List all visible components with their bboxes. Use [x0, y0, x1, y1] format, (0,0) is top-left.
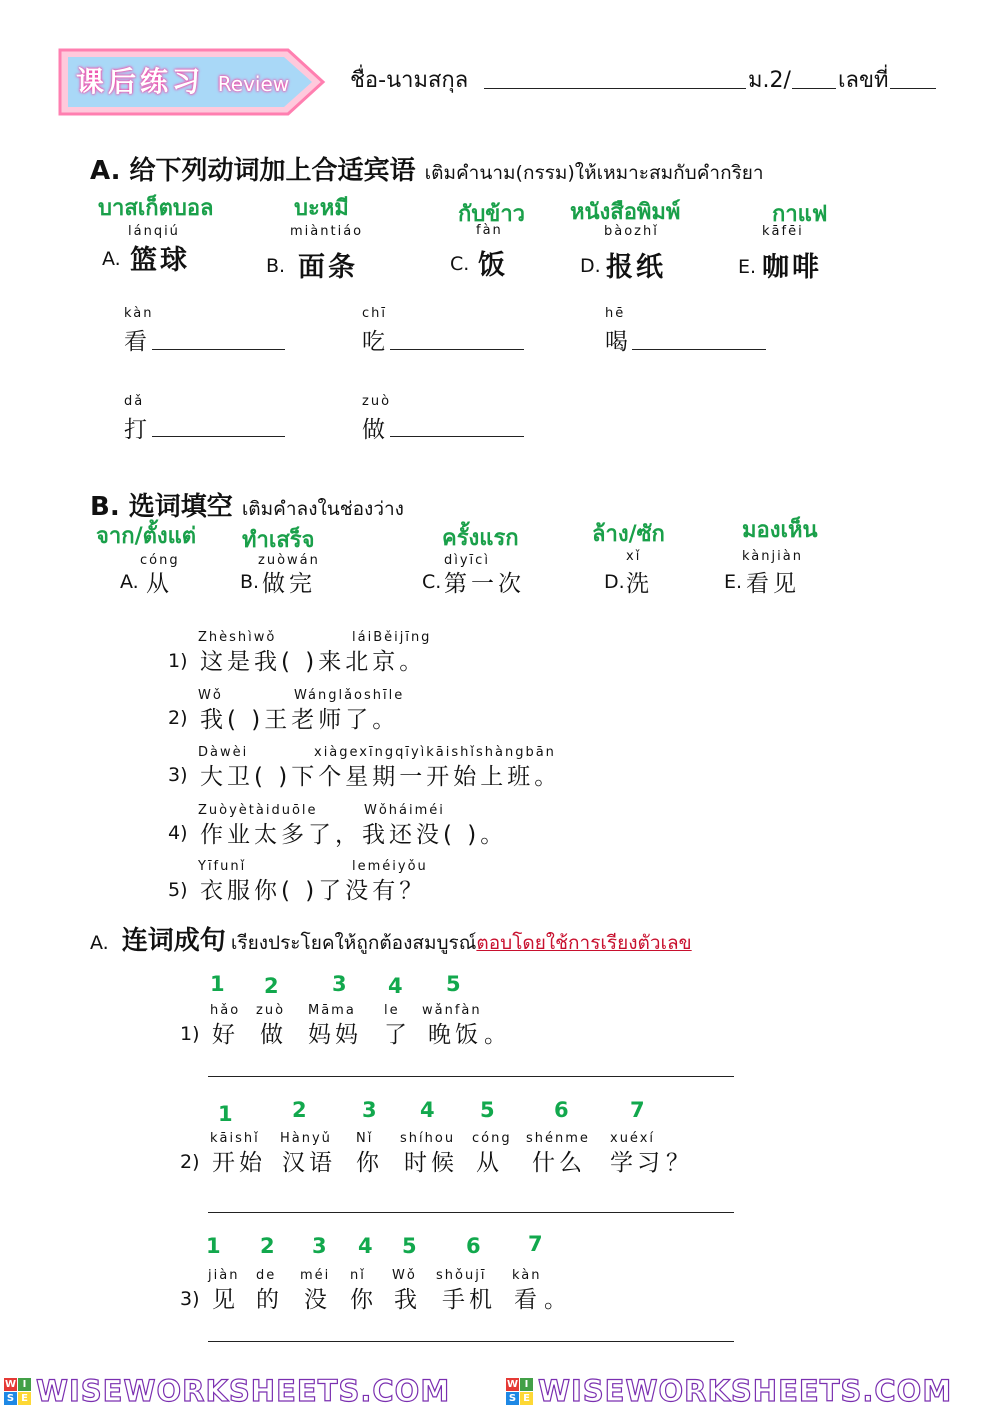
word-hanzi: 做 — [260, 1022, 287, 1048]
logo-letter: I — [520, 1378, 533, 1391]
option-letter: C. — [450, 253, 470, 275]
class-blank[interactable] — [792, 88, 836, 89]
answer-line[interactable] — [208, 1076, 734, 1077]
question-pinyin: Yīfunǐ — [198, 859, 247, 874]
option-letter: E. — [738, 256, 757, 278]
word-hanzi: 晚饭 — [428, 1022, 482, 1048]
question-number: 2) — [168, 707, 188, 729]
section-a-heading — [90, 150, 764, 188]
brand-logo-icon — [4, 1378, 32, 1406]
logo-letter: E — [18, 1392, 31, 1405]
section-a-title: A. 给下列动词加上合适宾语 — [90, 156, 416, 186]
word-number: 3 — [312, 1234, 327, 1258]
word-number: 5 — [402, 1234, 417, 1258]
option-pinyin: kànjiàn — [742, 549, 803, 564]
word-pinyin: wǎnfàn — [422, 1003, 482, 1018]
word-pinyin: shíhou — [400, 1131, 456, 1146]
option-hanzi: 咖啡 — [762, 252, 822, 283]
sentence-number: 3) — [180, 1288, 200, 1310]
brand-text: WISEWORKSHEETS.COM — [36, 1374, 451, 1408]
verb-hanzi: 吃 — [362, 329, 389, 355]
word-hanzi: 妈妈 — [308, 1022, 362, 1048]
question-pinyin: Zuòyètàiduōle — [198, 803, 318, 818]
option-hanzi: 饭 — [478, 250, 508, 281]
brand-logo-icon — [506, 1378, 534, 1406]
word-pinyin: hǎo — [210, 1003, 241, 1018]
word-hanzi: 你 — [350, 1287, 377, 1313]
logo-letter: S — [4, 1392, 17, 1405]
option-thai: จาก/ตั้งแต่ — [96, 524, 197, 549]
word-hanzi: 手机 — [442, 1287, 496, 1313]
question-number: 4) — [168, 822, 188, 844]
word-hanzi: 什么 — [532, 1150, 586, 1176]
option-pinyin: xǐ — [626, 549, 642, 564]
section-b-subtitle: เติมคำลงในช่องว่าง — [241, 498, 404, 520]
question-text[interactable]: 大卫( )下个星期一开始上班。 — [200, 764, 562, 790]
option-hanzi: 从 — [146, 571, 173, 597]
sentence-end-punct: 。 — [544, 1287, 571, 1313]
option-hanzi: 报纸 — [606, 252, 666, 283]
option-letter: E. — [724, 571, 743, 593]
verb-answer-blank[interactable] — [390, 349, 524, 350]
logo-letter: S — [506, 1392, 519, 1405]
word-hanzi: 好 — [212, 1022, 239, 1048]
word-pinyin: Nǐ — [356, 1131, 374, 1146]
word-number: 5 — [480, 1098, 495, 1122]
word-hanzi: 的 — [256, 1287, 283, 1313]
word-hanzi: 没 — [304, 1287, 331, 1313]
question-text[interactable]: 作业太多了，我还没( )。 — [200, 822, 508, 848]
word-pinyin: Hànyǔ — [280, 1131, 332, 1146]
verb-pinyin: chī — [362, 306, 387, 321]
word-pinyin: Wǒ — [392, 1268, 417, 1283]
word-hanzi: 看 — [514, 1287, 541, 1313]
option-letter: B. — [240, 571, 260, 593]
option-thai: ล้าง/ซัก — [592, 522, 665, 547]
word-number: 4 — [388, 974, 403, 998]
option-pinyin: bàozhǐ — [604, 224, 659, 239]
logo-letter: E — [520, 1392, 533, 1405]
option-thai: ทำเสร็จ — [242, 528, 315, 553]
answer-line[interactable] — [208, 1341, 734, 1342]
option-pinyin: dìyīcì — [444, 553, 490, 568]
verb-answer-blank[interactable] — [152, 349, 285, 350]
option-hanzi: 第一次 — [444, 571, 525, 597]
word-hanzi: 了 — [384, 1022, 411, 1048]
word-number: 1 — [206, 1234, 221, 1258]
word-hanzi: 学习 — [610, 1150, 664, 1176]
name-blank[interactable] — [484, 88, 746, 89]
question-pinyin: Zhèshìwǒ — [198, 630, 277, 645]
section-c-heading — [90, 920, 692, 958]
option-pinyin: lánqiú — [128, 224, 180, 239]
question-text[interactable]: 这是我( )来北京。 — [200, 649, 427, 675]
word-number: 4 — [420, 1098, 435, 1122]
number-blank[interactable] — [890, 88, 936, 89]
verb-hanzi: 做 — [362, 417, 389, 443]
question-pinyin: Dàwèi — [198, 745, 249, 760]
option-letter: A. — [102, 248, 121, 270]
verb-pinyin: kàn — [124, 306, 154, 321]
word-number: 7 — [630, 1098, 645, 1122]
word-pinyin: kàn — [512, 1268, 542, 1283]
number-label: เลขที่ — [838, 68, 889, 93]
class-label: ม.2/ — [748, 68, 791, 93]
option-letter: A. — [120, 571, 139, 593]
option-pinyin: zuòwán — [258, 553, 320, 568]
word-hanzi: 从 — [476, 1150, 503, 1176]
footer-watermark — [0, 1372, 1000, 1412]
word-number: 1 — [218, 1102, 233, 1126]
section-b-title: B. 选词填空 — [90, 492, 233, 522]
option-thai: บาสเก็ตบอล — [98, 196, 214, 221]
word-number: 4 — [358, 1234, 373, 1258]
word-hanzi: 你 — [356, 1150, 383, 1176]
word-hanzi: 时候 — [404, 1150, 458, 1176]
sentence-end-punct: 。 — [484, 1022, 511, 1048]
question-pinyin: Wǒháiméi — [364, 803, 445, 818]
sentence-number: 2) — [180, 1151, 200, 1173]
question-pinyin: láiBěijīng — [352, 630, 432, 645]
question-pinyin: Wánglǎoshīle — [294, 688, 405, 703]
word-number: 2 — [260, 1234, 275, 1258]
option-hanzi: 洗 — [626, 571, 653, 597]
question-text[interactable]: 衣服你( )了没有？ — [200, 878, 427, 904]
logo-letter: W — [4, 1379, 17, 1390]
option-hanzi: 做完 — [262, 571, 316, 597]
question-number: 3) — [168, 764, 188, 786]
verb-hanzi: 看 — [124, 329, 151, 355]
verb-answer-blank[interactable] — [152, 436, 285, 437]
word-hanzi: 开始 — [212, 1150, 266, 1176]
section-a-subtitle: เติมคำนาม(กรรม)ให้เหมาะสมกับคำกริยา — [424, 162, 764, 184]
banner-cn: 课后练习 — [76, 65, 205, 98]
option-hanzi: 面条 — [298, 252, 358, 283]
word-pinyin: méi — [300, 1268, 331, 1283]
word-pinyin: nǐ — [350, 1268, 366, 1283]
option-letter: D. — [580, 255, 601, 277]
word-number: 3 — [362, 1098, 377, 1122]
verb-answer-blank[interactable] — [390, 436, 524, 437]
section-c-subtitle: เรียงประโยคให้ถูกต้องสมบูรณ์ — [230, 932, 477, 954]
verb-pinyin: hē — [605, 306, 626, 321]
logo-letter: W — [506, 1379, 519, 1390]
verb-pinyin: dǎ — [124, 394, 145, 409]
word-hanzi: 见 — [212, 1287, 239, 1313]
word-pinyin: le — [384, 1003, 400, 1018]
answer-line[interactable] — [208, 1212, 734, 1213]
option-thai: บะหมี — [294, 196, 349, 221]
word-number: 5 — [446, 972, 461, 996]
section-c-title: 连词成句 — [121, 926, 226, 956]
option-pinyin: miàntiáo — [290, 224, 364, 239]
option-hanzi: 看见 — [746, 571, 800, 597]
word-pinyin: shénme — [526, 1131, 590, 1146]
word-number: 6 — [466, 1234, 481, 1258]
word-number: 6 — [554, 1098, 569, 1122]
word-pinyin: cóng — [472, 1131, 512, 1146]
sentence-number: 1) — [180, 1023, 200, 1045]
word-number: 3 — [332, 972, 347, 996]
option-pinyin: fàn — [476, 223, 503, 238]
option-thai: ครั้งแรก — [442, 526, 519, 551]
banner-en: Review — [217, 72, 290, 96]
section-c-instruction: ตอบโดยใช้การเรียงตัวเลข — [476, 932, 692, 954]
word-number: 2 — [264, 974, 279, 998]
question-number: 1) — [168, 650, 188, 672]
question-number: 5) — [168, 879, 188, 901]
word-number: 7 — [528, 1232, 543, 1256]
word-hanzi: 汉语 — [282, 1150, 336, 1176]
verb-pinyin: zuò — [362, 394, 392, 409]
brand-text: WISEWORKSHEETS.COM — [538, 1374, 953, 1408]
verb-answer-blank[interactable] — [632, 349, 766, 350]
word-number: 2 — [292, 1098, 307, 1122]
option-thai: กาแฟ — [772, 202, 828, 227]
option-pinyin: cóng — [140, 553, 180, 568]
word-pinyin: shǒujī — [436, 1268, 487, 1283]
option-letter: C. — [422, 571, 442, 593]
word-pinyin: Māma — [308, 1003, 356, 1018]
question-text[interactable]: 我( )王老师了。 — [200, 707, 400, 733]
option-thai: หนังสือพิมพ์ — [570, 200, 681, 225]
sentence-end-punct: ？ — [666, 1150, 693, 1176]
question-pinyin: Wǒ — [198, 688, 223, 703]
word-hanzi: 我 — [394, 1287, 421, 1313]
question-pinyin: xiàgexīngqīyìkāishǐshàngbān — [314, 745, 556, 760]
word-pinyin: xuéxí — [610, 1131, 656, 1146]
verb-hanzi: 打 — [124, 417, 151, 443]
section-c-letter: A. — [90, 932, 109, 954]
word-pinyin: zuò — [256, 1003, 286, 1018]
question-pinyin: leméiyǒu — [352, 859, 428, 874]
word-pinyin: kāishǐ — [210, 1131, 260, 1146]
option-thai: กับข้าว — [458, 202, 526, 227]
word-pinyin: de — [256, 1268, 277, 1283]
option-pinyin: kāfēi — [762, 224, 804, 239]
name-label: ชื่อ-นามสกุล — [350, 68, 469, 93]
option-hanzi: 篮球 — [130, 245, 190, 276]
option-letter: B. — [266, 255, 286, 277]
option-thai: มองเห็น — [742, 518, 818, 543]
word-pinyin: jiàn — [208, 1268, 240, 1283]
banner-title — [76, 60, 289, 100]
verb-hanzi: 喝 — [605, 329, 632, 355]
logo-letter: I — [18, 1378, 31, 1391]
word-number: 1 — [210, 972, 225, 996]
option-letter: D. — [604, 571, 625, 593]
